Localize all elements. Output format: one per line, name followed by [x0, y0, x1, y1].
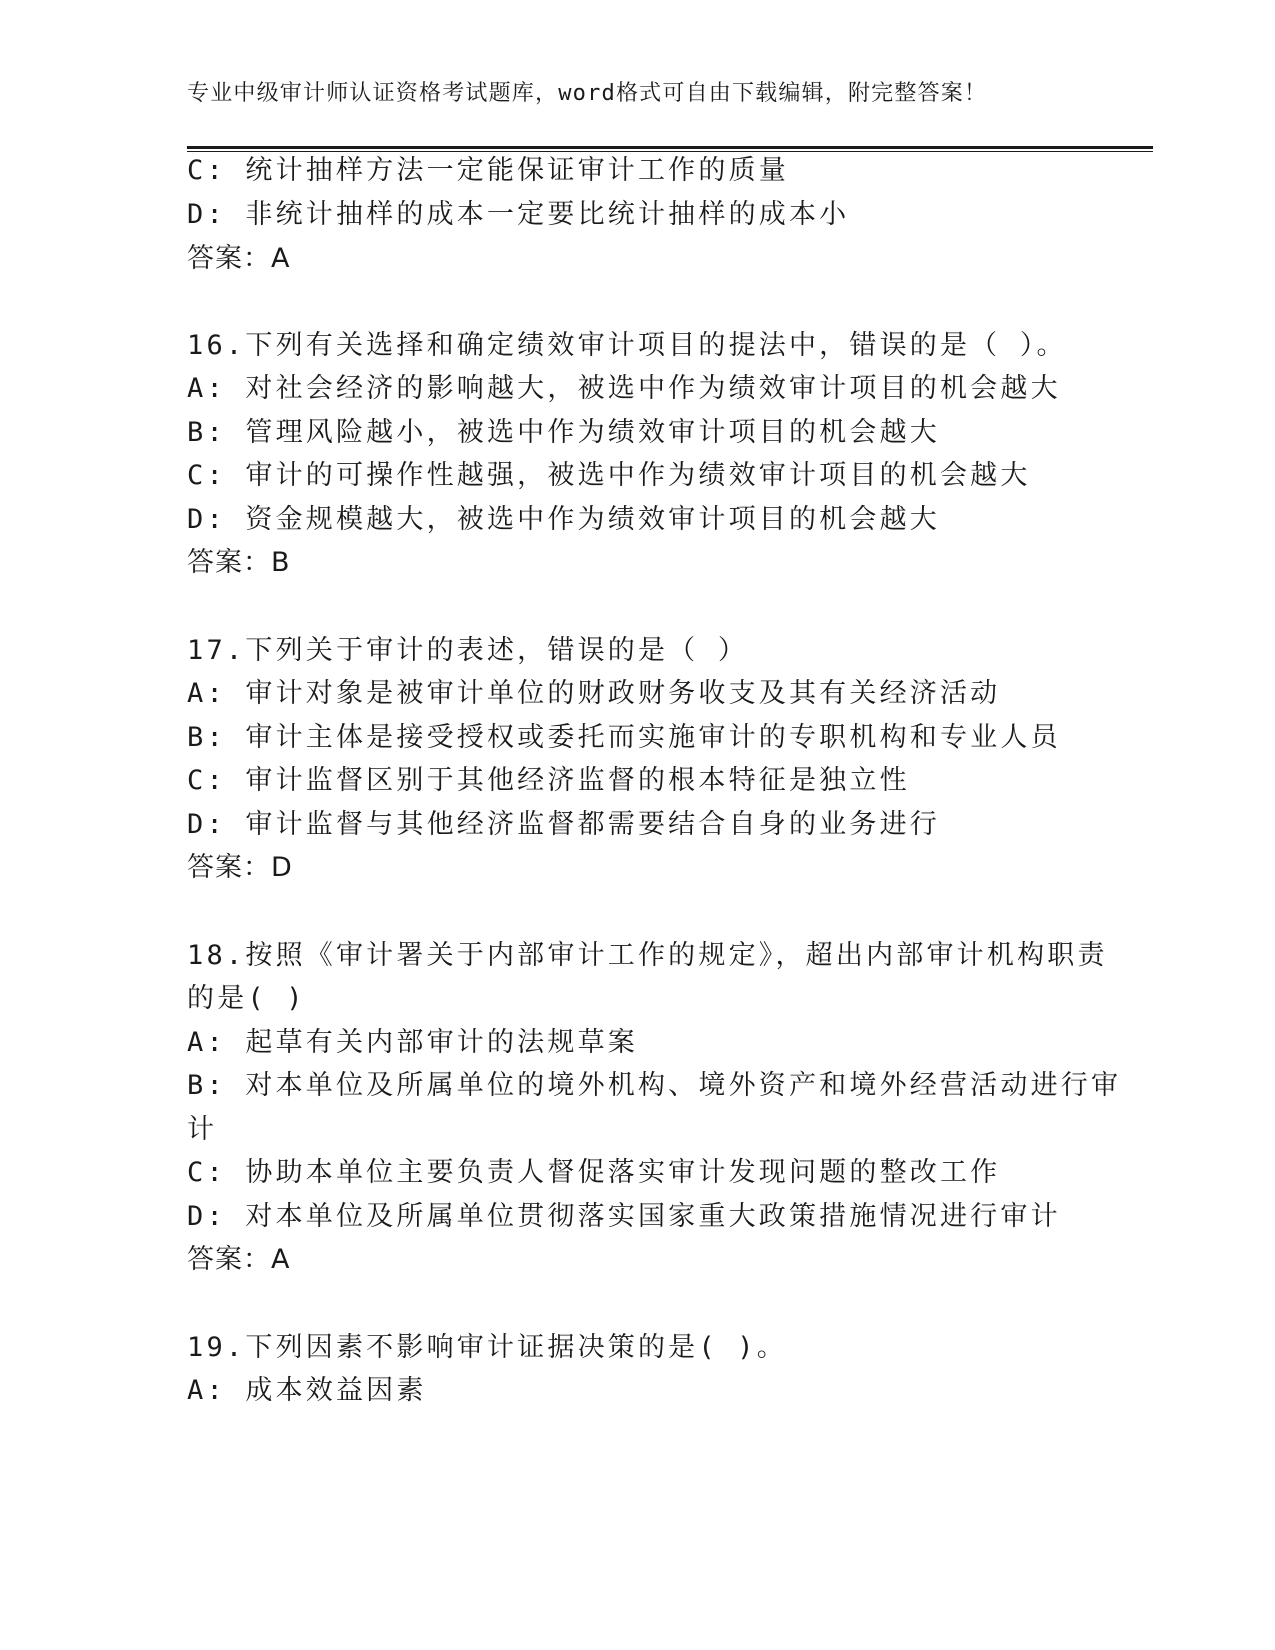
answer-q15: 答案：A: [187, 243, 291, 274]
option-d-q18: D: 对本单位及所属单位贯彻落实国家重大政策措施情况进行审计: [187, 1201, 1061, 1232]
option-b-q18-cont: 计: [187, 1114, 218, 1145]
option-b-q18: B: 对本单位及所属单位的境外机构、境外资产和境外经营活动进行审: [187, 1070, 1122, 1101]
option-b-q17: B: 审计主体是接受授权或委托而实施审计的专职机构和专业人员: [187, 722, 1061, 753]
option-a-q16: A: 对社会经济的影响越大，被选中作为绩效审计项目的机会越大: [187, 373, 1061, 404]
answer-q17: 答案：D: [187, 852, 293, 883]
answer-q16: 答案：B: [187, 547, 291, 578]
question-16: 16.下列有关选择和确定绩效审计项目的提法中，错误的是（ ）。: [187, 330, 1067, 361]
option-a-q19: A: 成本效益因素: [187, 1375, 427, 1406]
question-18: 18.按照《审计署关于内部审计工作的规定》，超出内部审计机构职责: [187, 940, 1108, 971]
page-header: 专业中级审计师认证资格考试题库，word格式可自由下载编辑，附完整答案！: [187, 81, 988, 106]
header-divider: [187, 146, 1153, 153]
option-d-q16: D: 资金规模越大，被选中作为绩效审计项目的机会越大: [187, 504, 940, 535]
option-a-q17: A: 审计对象是被审计单位的财政财务收支及其有关经济活动: [187, 678, 1001, 709]
option-d-q15: D: 非统计抽样的成本一定要比统计抽样的成本小: [187, 199, 850, 230]
option-c-q16: C: 审计的可操作性越强，被选中作为绩效审计项目的机会越大: [187, 460, 1031, 491]
option-c-q18: C: 协助本单位主要负责人督促落实审计发现问题的整改工作: [187, 1157, 1001, 1188]
option-b-q16: B: 管理风险越小，被选中作为绩效审计项目的机会越大: [187, 417, 940, 448]
question-18-cont: 的是( ): [187, 983, 306, 1014]
option-c-q17: C: 审计监督区别于其他经济监督的根本特征是独立性: [187, 765, 910, 796]
option-a-q18: A: 起草有关内部审计的法规草案: [187, 1027, 638, 1058]
question-19: 19.下列因素不影响审计证据决策的是( )。: [187, 1332, 787, 1363]
option-c-q15: C: 统计抽样方法一定能保证审计工作的质量: [187, 155, 789, 186]
option-d-q17: D: 审计监督与其他经济监督都需要结合自身的业务进行: [187, 809, 940, 840]
answer-q18: 答案：A: [187, 1244, 291, 1275]
question-17: 17.下列关于审计的表述，错误的是（ ）: [187, 635, 749, 666]
